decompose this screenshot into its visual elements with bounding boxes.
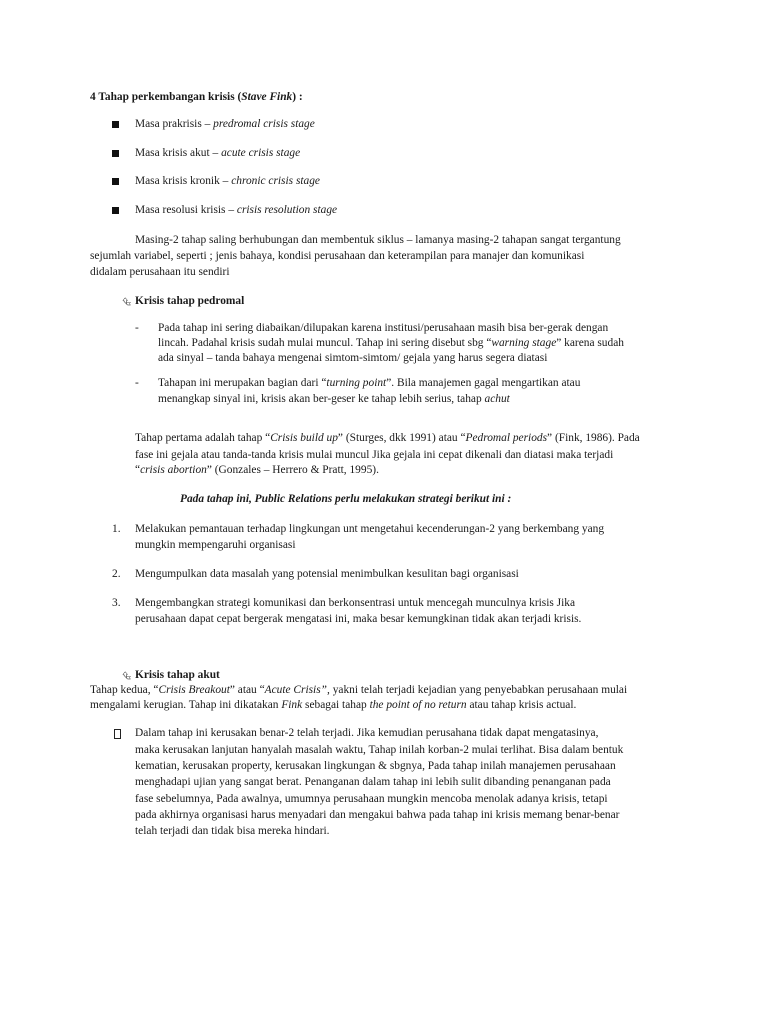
stage-item: Masa prakrisis – predromal crisis stage [135,118,315,130]
pr-strategy-heading: Pada tahap ini, Public Relations perlu melakukan strategi berikut ini : [180,493,512,505]
stage-item: Masa resolusi krisis – crisis resolution stage [135,204,338,216]
dash-bullet: - [135,322,139,334]
intro-line: didalam perusahaan itu sendiri [90,266,230,278]
akut-title: Krisis tahap akut [135,669,220,681]
heading-author: Stave Fink [241,91,293,103]
missing-glyph-icon [114,729,121,739]
list-number: 1. [112,523,121,535]
intro-line: sejumlah variabel, seperti ; jenis bahaya, kondisi perusahaan dan keterampilan para manajer dan komunikasi [90,250,585,262]
pedromal-title: Krisis tahap pedromal [135,295,245,307]
list-item-line: mungkin mempengaruhi organisasi [135,539,296,551]
arrowhead-bullet-icon: ⮴ [122,669,131,682]
list-item-line: Melakukan pemantauan terhadap lingkungan unt mengetahui kecenderungan-2 yang berkembang yang [135,523,605,535]
arrowhead-bullet-icon: ⮴ [122,295,131,308]
square-bullet-icon [112,207,119,214]
dash-bullet: - [135,377,139,389]
list-number: 2. [112,568,121,580]
intro-line: Masing-2 tahap saling berhubungan dan membentuk siklus – lamanya masing-2 tahapan sangat tergantung [135,234,621,246]
stage-item: Masa krisis akut – acute crisis stage [135,147,301,159]
square-bullet-icon [112,121,119,128]
heading-prefix: 4 Tahap perkembangan krisis ( [90,91,242,103]
square-bullet-icon [112,178,119,185]
list-item-line: perusahaan dapat cepat bergerak mengatasi ini, maka besar kemungkinan tidak akan terjadi krisis. [135,613,582,625]
list-number: 3. [112,597,121,609]
stage-item: Masa krisis kronik – chronic crisis stage [135,175,320,187]
heading-suffix: ) : [292,91,303,103]
section-heading [90,90,303,106]
list-item-line: Mengembangkan strategi komunikasi dan berkonsentrasi untuk mencegah munculnya krisis Jika [135,597,576,609]
square-bullet-icon [112,150,119,157]
list-item-line: Mengumpulkan data masalah yang potensial menimbulkan kesulitan bagi organisasi [135,568,519,580]
